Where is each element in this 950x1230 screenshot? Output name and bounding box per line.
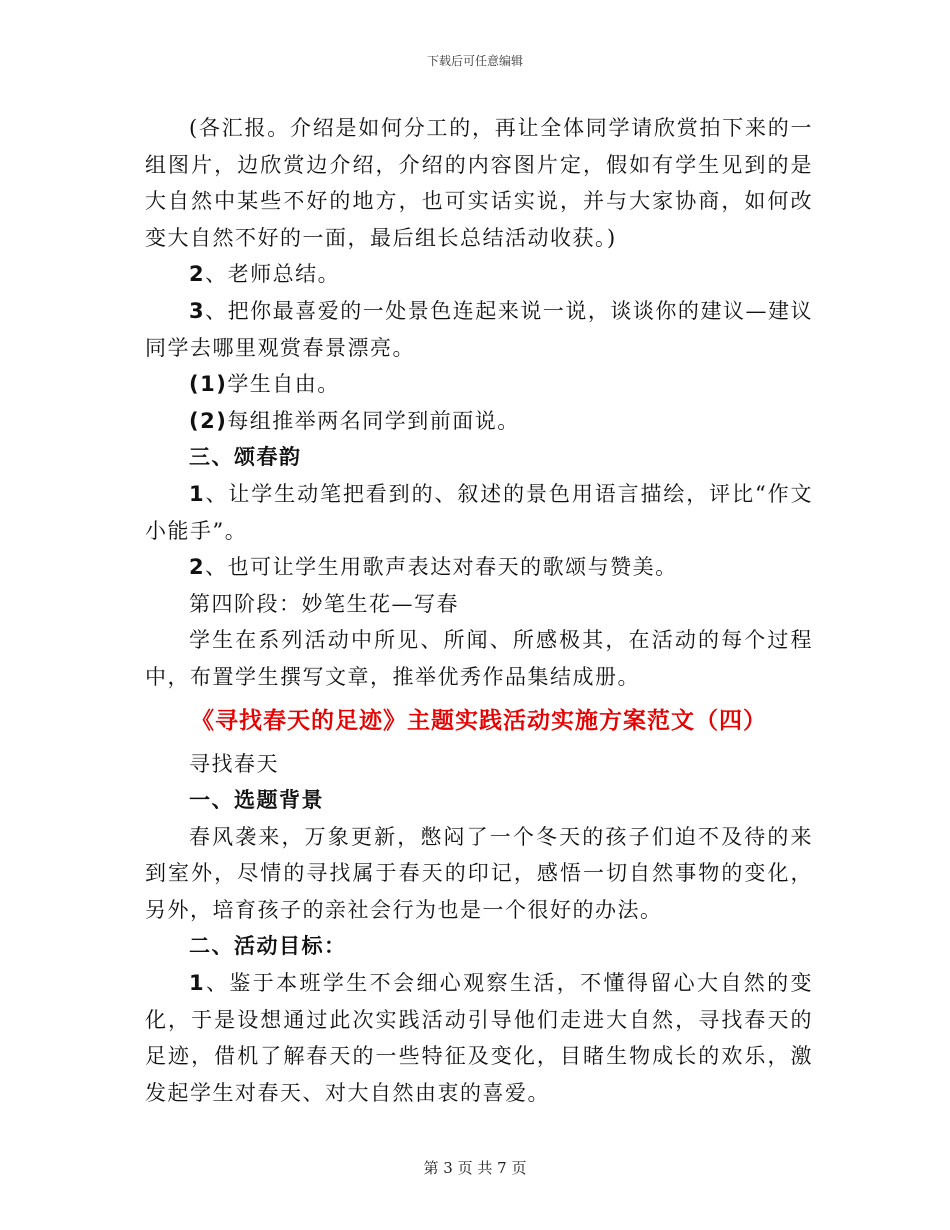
list-number: (1) — [189, 372, 228, 397]
paragraph-stage-four: 第四阶段：妙笔生花—写春 — [189, 591, 459, 616]
paragraph-goal-1 — [145, 965, 813, 1111]
paragraph-sub-2 — [145, 403, 813, 440]
document-title: 《寻找春天的足迹》主题实践活动实施方案范文（四） — [191, 706, 767, 734]
section-heading-1: 一、选题背景 — [189, 787, 324, 813]
paragraph-subtitle: 寻找春天 — [189, 751, 279, 776]
document-body — [145, 110, 813, 1111]
list-text: 每组推举两名同学到前面说。 — [227, 408, 520, 433]
list-text: 学生自由。 — [227, 372, 340, 397]
list-number: 1 — [189, 481, 206, 506]
list-number: 2 — [189, 555, 206, 580]
paragraph-favorite-scenery — [145, 293, 813, 366]
page-header: 下载后可任意编辑 — [426, 54, 523, 68]
paragraph-report: (各汇报。介绍是如何分工的，再让全体同学请欣赏拍下来的一组图片，边欣赏边介绍，介绍的内容图片定，假如有学生见到的是大自然中某些不好的地方，也可实话实说，并与大家协商，如何改变大自然不好的一面，最后组长总结活动收获。) — [145, 116, 813, 250]
list-text: 、老师总结。 — [205, 262, 341, 287]
paragraph-teacher-summary — [145, 256, 813, 293]
list-text: 、把你最喜爱的一处景色连起来说一说，谈谈你的建议—建议同学去哪里观赏春景漂亮。 — [145, 298, 813, 360]
paragraph-sub-1 — [145, 366, 813, 403]
list-number: 3 — [189, 298, 206, 323]
paragraph-singing — [145, 549, 813, 586]
paragraph-writing-contest — [145, 476, 813, 549]
list-text: 、让学生动笔把看到的、叙述的景色用语言描绘，评比“作文小能手”。 — [145, 481, 813, 543]
list-number: 1 — [189, 971, 206, 996]
list-text: 、也可让学生用歌声表达对春天的歌颂与赞美。 — [205, 555, 678, 580]
section-heading-3: 三、颂春韵 — [189, 444, 302, 470]
list-text: 、鉴于本班学生不会细心观察生活，不懂得留心大自然的变化，于是设想通过此次实践活动引导他们走进大自然，寻找春天的足迹，借机了解春天的一些特征及变化，目睹生物成长的欢乐，激发起学生对春天、对大自然由衷的喜爱。 — [145, 971, 813, 1105]
page-footer: 第 3 页 共 7 页 — [423, 1159, 527, 1177]
paragraph-background: 春风袭来，万象更新，憋闷了一个冬天的孩子们迫不及待的来到室外，尽情的寻找属于春天的印记，感悟一切自然事物的变化，另外，培育孩子的亲社会行为也是一个很好的办法。 — [145, 824, 813, 922]
section-heading-2: 二、活动目标： — [189, 933, 347, 959]
paragraph-student-writing: 学生在系列活动中所见、所闻、所感极其，在活动的每个过程中，布置学生撰写文章，推举优秀作品集结成册。 — [145, 628, 813, 689]
list-number: (2) — [189, 408, 228, 433]
list-number: 2 — [189, 262, 206, 287]
